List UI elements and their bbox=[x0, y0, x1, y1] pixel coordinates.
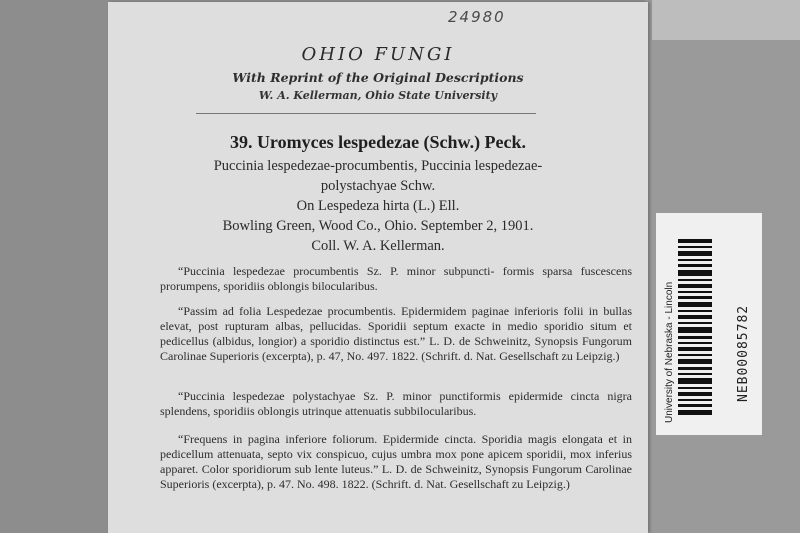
species-heading: 39. Uromyces lespedezae (Schw.) Peck. bbox=[229, 132, 527, 152]
specimen-label bbox=[108, 2, 648, 533]
collector: Coll. W. A. Kellerman. bbox=[311, 238, 445, 254]
description-paragraph: “Puccinia lespedezae polystachyae Sz. P. minor punctiformis epidermide cincta nigra splendens, sporidiis oblongis utrinque attenuatis subbilocularibus. bbox=[160, 389, 632, 418]
synonyms-line-2: polystachyae Schw. bbox=[320, 178, 436, 194]
description-paragraph: “Passim ad folia Lespedezae procumbentis. Epidermidem paginae inferioris folii in bullas elevat, post rupturam albas, pellucidas. Sporidii septum exacte in medio sporidio situm et pedicellus (albidus, longior) a sporidio distinctus est.” L. D. de Schweinitz, Synopsis Fungorum Carolinae Superioris (excerpta), p. 47, No. 497. 1822. (Schrift. d. Nat. Gesellschaft zu Leipzig.) bbox=[160, 304, 632, 363]
barcode-icon bbox=[678, 239, 712, 415]
sheet-corner bbox=[652, 0, 800, 40]
divider bbox=[196, 113, 536, 114]
description-paragraph: “Puccinia lespedezae procumbentis Sz. P. minor subpuncti- formis sparsa fuscescens prorumpens, sporidiis oblongis bilocularibus. bbox=[160, 264, 632, 293]
synonyms-line-1: Puccinia lespedezae-procumbentis, Puccinia lespedezae- bbox=[213, 158, 543, 174]
barcode-institution: University of Nebraska - Lincoln bbox=[664, 281, 675, 423]
barcode-number: NEB00085782 bbox=[736, 304, 751, 402]
description-paragraph: “Frequens in pagina inferiore foliorum. Epidermide cincta. Sporidia magis elongata et in pedicellum attenuata, septo vix conspicuo, cujus umbra mox pone apicem sporidii, mox inferius apparet. Color sporidiorum sub lente luteus.” L. D. de Schweinitz, Synopsis Fungorum Carolinae Superioris (excerpta), p. 47. No. 498. 1822. (Schrift. d. Nat. Gesellschaft zu Leipzig.) bbox=[160, 432, 632, 491]
series-subtitle: With Reprint of the Original Descriptions bbox=[232, 70, 524, 85]
series-title: OHIO FUNGI bbox=[301, 44, 455, 65]
host-plant: On Lespedeza hirta (L.) Ell. bbox=[296, 198, 460, 214]
accession-number: 24980 bbox=[448, 8, 506, 26]
locality-date: Bowling Green, Wood Co., Ohio. September 2, 1901. bbox=[222, 218, 534, 234]
series-author: W. A. Kellerman, Ohio State University bbox=[258, 89, 498, 102]
